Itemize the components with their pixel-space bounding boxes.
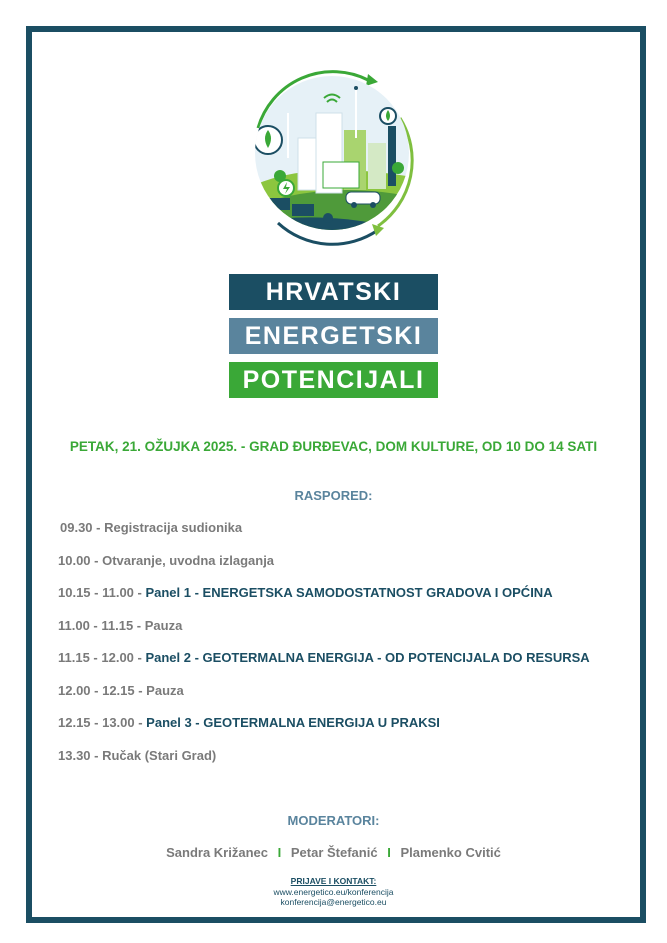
schedule-time: 09.30 - bbox=[60, 520, 105, 535]
title-line-3: POTENCIJALI bbox=[229, 362, 438, 398]
schedule-time: 12.15 - 13.00 - bbox=[58, 715, 147, 730]
schedule-item bbox=[58, 553, 274, 568]
schedule-text: Pauza bbox=[144, 618, 183, 633]
schedule-item bbox=[58, 585, 553, 600]
schedule-panel: Panel 3 - GEOTERMALNA ENERGIJA U PRAKSI bbox=[146, 715, 440, 730]
schedule-time: 11.15 - 12.00 - bbox=[58, 650, 146, 665]
moderators-list bbox=[30, 845, 637, 860]
schedule-time: 10.15 - 11.00 - bbox=[58, 585, 146, 600]
schedule-item bbox=[58, 715, 440, 730]
schedule-item bbox=[60, 520, 242, 535]
moderator-separator: I bbox=[387, 845, 391, 860]
title-line-1: HRVATSKI bbox=[229, 274, 438, 310]
moderator-name: Petar Štefanić bbox=[290, 845, 378, 860]
schedule-text: Registracija sudionika bbox=[104, 520, 243, 535]
schedule-item bbox=[58, 650, 590, 665]
schedule-item bbox=[58, 748, 216, 763]
schedule-text: Pauza bbox=[146, 683, 184, 698]
moderator-name: Sandra Križanec bbox=[166, 845, 268, 860]
schedule-time: 13.30 - bbox=[58, 748, 103, 763]
smart-city-logo-icon bbox=[228, 58, 436, 248]
moderators-heading: MODERATORI: bbox=[287, 813, 380, 828]
schedule-time: 12.00 - 12.15 - bbox=[58, 683, 147, 698]
moderator-name: Plamenko Cvitić bbox=[400, 845, 501, 860]
moderator-separator: I bbox=[277, 845, 282, 860]
schedule-text: Otvaranje, uvodna izlaganja bbox=[102, 553, 275, 568]
schedule-panel: Panel 2 - GEOTERMALNA ENERGIJA - OD POTENCIJALA DO RESURSA bbox=[145, 650, 590, 665]
contact-url-link[interactable]: www.energetico.eu/konferencija bbox=[273, 886, 394, 897]
schedule-time: 11.00 - 11.15 - bbox=[58, 618, 145, 633]
schedule-text: Ručak (Stari Grad) bbox=[102, 748, 217, 763]
title-line-2: ENERGETSKI bbox=[229, 318, 438, 354]
contact-block bbox=[30, 876, 637, 908]
schedule-heading: RASPORED: bbox=[294, 488, 373, 503]
contact-email-link[interactable]: konferencija@energetico.eu bbox=[280, 897, 387, 907]
event-date-location: PETAK, 21. OŽUJKA 2025. - GRAD ĐURĐEVAC, DOM KULTURE, OD 10 DO 14 SATI bbox=[69, 439, 598, 454]
contact-title: PRIJAVE I KONTAKT: bbox=[290, 876, 377, 886]
schedule-panel: Panel 1 - ENERGETSKA SAMODOSTATNOST GRADOVA I OPĆINA bbox=[145, 585, 553, 600]
schedule-time: 10.00 - bbox=[58, 553, 103, 568]
schedule-item bbox=[58, 618, 182, 633]
schedule-item bbox=[58, 683, 184, 698]
